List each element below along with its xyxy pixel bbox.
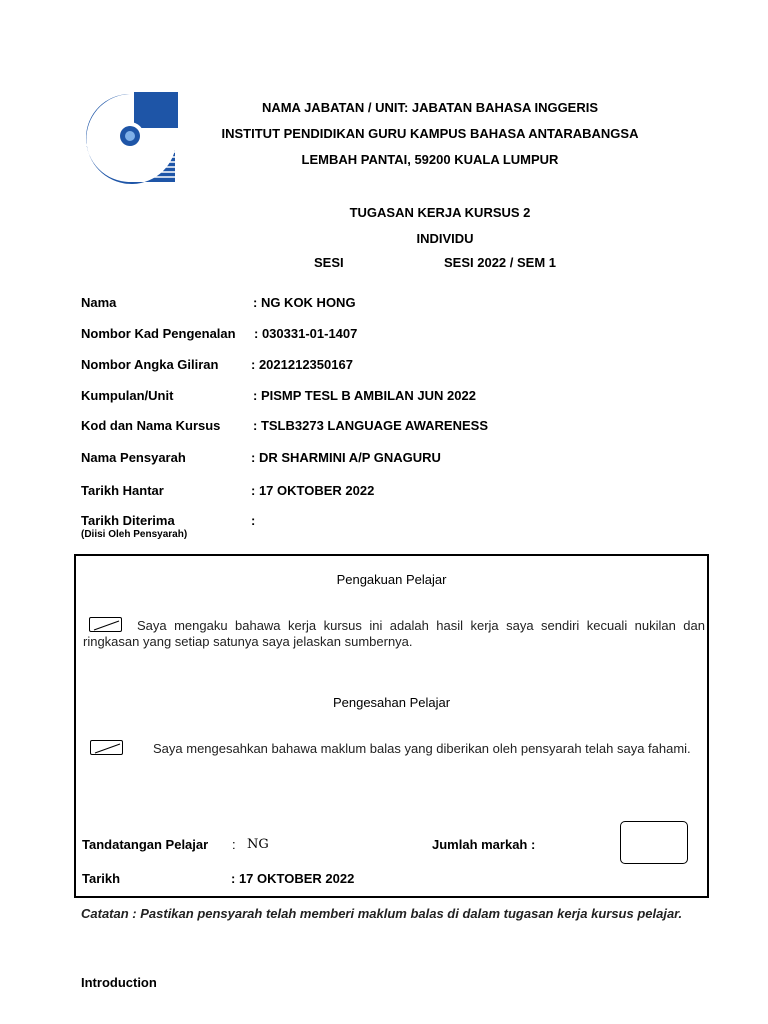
session-value: SESI 2022 / SEM 1 (444, 255, 557, 270)
field-label-hantar: Tarikh Hantar (81, 483, 164, 498)
field-value-pensyarah: : DR SHARMINI A/P GNAGURU (251, 450, 441, 465)
pengakuan-title: Pengakuan Pelajar (336, 572, 447, 587)
field-value-diterima: : (251, 513, 256, 528)
assignment-mode: INDIVIDU (416, 231, 474, 246)
logo-text: iPG (86, 130, 118, 150)
field-value-hantar: : 17 OKTOBER 2022 (251, 483, 375, 498)
field-label-diterima: Tarikh Diterima (81, 513, 175, 528)
field-label-pensyarah: Nama Pensyarah (81, 450, 186, 465)
date-value: : 17 OKTOBER 2022 (231, 871, 355, 886)
declaration-box (74, 554, 709, 898)
department-line: NAMA JABATAN / UNIT: JABATAN BAHASA INGGERIS (261, 100, 599, 115)
marks-box (620, 821, 688, 864)
signature-value: NG (247, 837, 269, 852)
field-label-ic: Nombor Kad Pengenalan (81, 326, 236, 341)
ipg-logo (82, 92, 178, 184)
field-label-giliran: Nombor Angka Giliran (81, 357, 219, 372)
address-line: LEMBAH PANTAI, 59200 KUALA LUMPUR (301, 152, 559, 167)
date-label: Tarikh (82, 871, 121, 886)
field-label-kumpulan: Kumpulan/Unit (81, 388, 174, 403)
institute-line: INSTITUT PENDIDIKAN GURU KAMPUS BAHASA ANTARABANGSA (221, 126, 639, 141)
note-text: Catatan : Pastikan pensyarah telah memberi maklum balas di dalam tugasan kerja kursus pelajar. (81, 906, 683, 921)
marks-label: Jumlah markah : (432, 837, 536, 852)
signature-colon: : (232, 837, 236, 852)
signature-label: Tandatangan Pelajar (82, 837, 209, 852)
introduction-heading: Introduction (81, 975, 157, 990)
field-label-nama: Nama (81, 295, 117, 310)
field-value-ic: : 030331-01-1407 (254, 326, 358, 341)
assignment-title: TUGASAN KERJA KURSUS 2 (349, 205, 531, 220)
pengesahan-text: Saya mengesahkan bahawa maklum balas yang diberikan oleh pensyarah telah saya fahami. (153, 741, 691, 756)
field-value-kursus: : TSLB3273 LANGUAGE AWARENESS (253, 418, 489, 433)
received-note: (Diisi Oleh Pensyarah) (81, 529, 188, 540)
field-value-giliran: : 2021212350167 (251, 357, 353, 372)
field-value-nama: : NG KOK HONG (253, 295, 356, 310)
session-label: SESI (314, 255, 344, 270)
pengesahan-title: Pengesahan Pelajar (332, 695, 451, 710)
pengakuan-text: Saya mengaku bahawa kerja kursus ini adalah hasil kerja saya sendiri kecuali nukilan dan ringkasan yang setiap satunya saya jelaskan sumbernya. (83, 618, 705, 649)
field-label-kursus: Kod dan Nama Kursus (81, 418, 221, 433)
field-value-kumpulan: : PISMP TESL B AMBILAN JUN 2022 (253, 388, 476, 403)
